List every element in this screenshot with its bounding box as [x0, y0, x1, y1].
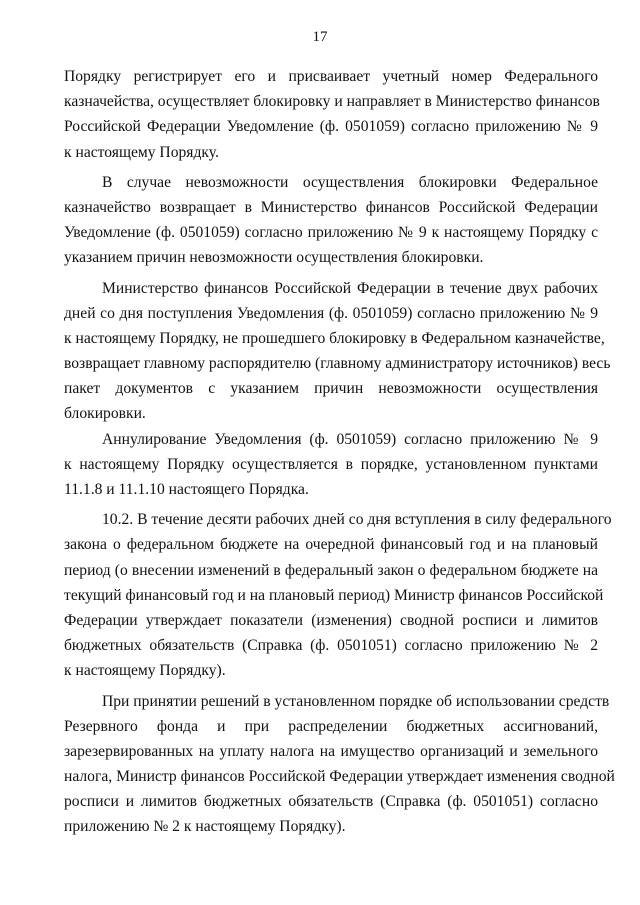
text-line: Порядку регистрирует его и присваивает учетный номер Федерального — [64, 68, 598, 85]
text-line: к настоящему Порядку, не прошедшего блокировку в Федеральном казначействе, — [64, 329, 605, 347]
paragraph-3 — [64, 276, 611, 427]
text-line: Резервного фонда и при распределении бюджетных ассигнований, — [64, 717, 598, 735]
text-line: возвращает главному распорядителю (главному администратору источников) весь — [64, 355, 611, 373]
text-line: текущий финансовый год и на плановый период) Министр финансов Российской — [64, 586, 604, 604]
text-line: налога, Министр финансов Российской Федерации утверждает изменения сводной — [64, 768, 615, 786]
text-line: Уведомление (ф. 0501059) согласно приложению № 9 к настоящему Порядку с — [64, 224, 598, 242]
text-line: блокировки. — [64, 405, 146, 423]
text-line: При принятии решений в установленном порядке об использовании средств — [102, 692, 610, 710]
paragraph-2 — [64, 170, 598, 271]
text-line: зарезервированных на уплату налога на имущество организаций и земельного — [64, 742, 598, 760]
text-line: Федерации утверждает показатели (изменения) сводной росписи и лимитов — [64, 611, 598, 629]
text-line: Министерство финансов Российской Федерации в течение двух рабочих — [102, 279, 598, 297]
text-line: росписи и лимитов бюджетных обязательств (Справка (ф. 0501051) согласно — [64, 793, 598, 811]
text-line: 10.2. В течение десяти рабочих дней со дня вступления в силу федерального — [102, 511, 612, 529]
paragraph-4 — [64, 427, 598, 503]
text-line: приложению № 2 к настоящему Порядку). — [64, 818, 346, 836]
paragraph-6 — [64, 689, 615, 840]
text-line: 11.1.8 и 11.1.10 настоящего Порядка. — [64, 481, 309, 498]
text-line: закона о федеральном бюджете на очередной финансовый год и на плановый — [64, 536, 598, 554]
text-line: дней со дня поступления Уведомления (ф. 0501059) согласно приложению № 9 — [64, 304, 598, 322]
text-line: бюджетных обязательств (Справка (ф. 0501051) согласно приложению № 2 — [64, 637, 598, 655]
paragraph-5 — [64, 507, 612, 683]
text-line: казначейство возвращает в Министерство финансов Российской Федерации — [64, 198, 598, 216]
text-line: Российской Федерации Уведомление (ф. 0501059) согласно приложению № 9 — [64, 118, 598, 136]
text-line: В случае невозможности осуществления блокировки Федеральное — [102, 173, 598, 191]
paragraph-1 — [64, 64, 598, 165]
document-body — [64, 64, 615, 840]
text-line: период (о внесении изменений в федеральный закон о федеральном бюджете на — [64, 561, 598, 579]
text-line: казначейства, осуществляет блокировку и направляет в Министерство финансов — [64, 93, 600, 111]
text-line: пакет документов с указанием причин невозможности осуществления — [64, 380, 598, 398]
text-line: к настоящему Порядку осуществляется в порядке, установленном пунктами — [64, 455, 598, 473]
page-number: 17 — [312, 29, 328, 45]
text-line: указанием причин невозможности осуществления блокировки. — [64, 249, 484, 267]
text-line: к настоящему Порядку. — [64, 143, 219, 161]
text-line: к настоящему Порядку). — [64, 662, 226, 680]
text-line: Аннулирование Уведомления (ф. 0501059) согласно приложению № 9 — [102, 430, 598, 448]
